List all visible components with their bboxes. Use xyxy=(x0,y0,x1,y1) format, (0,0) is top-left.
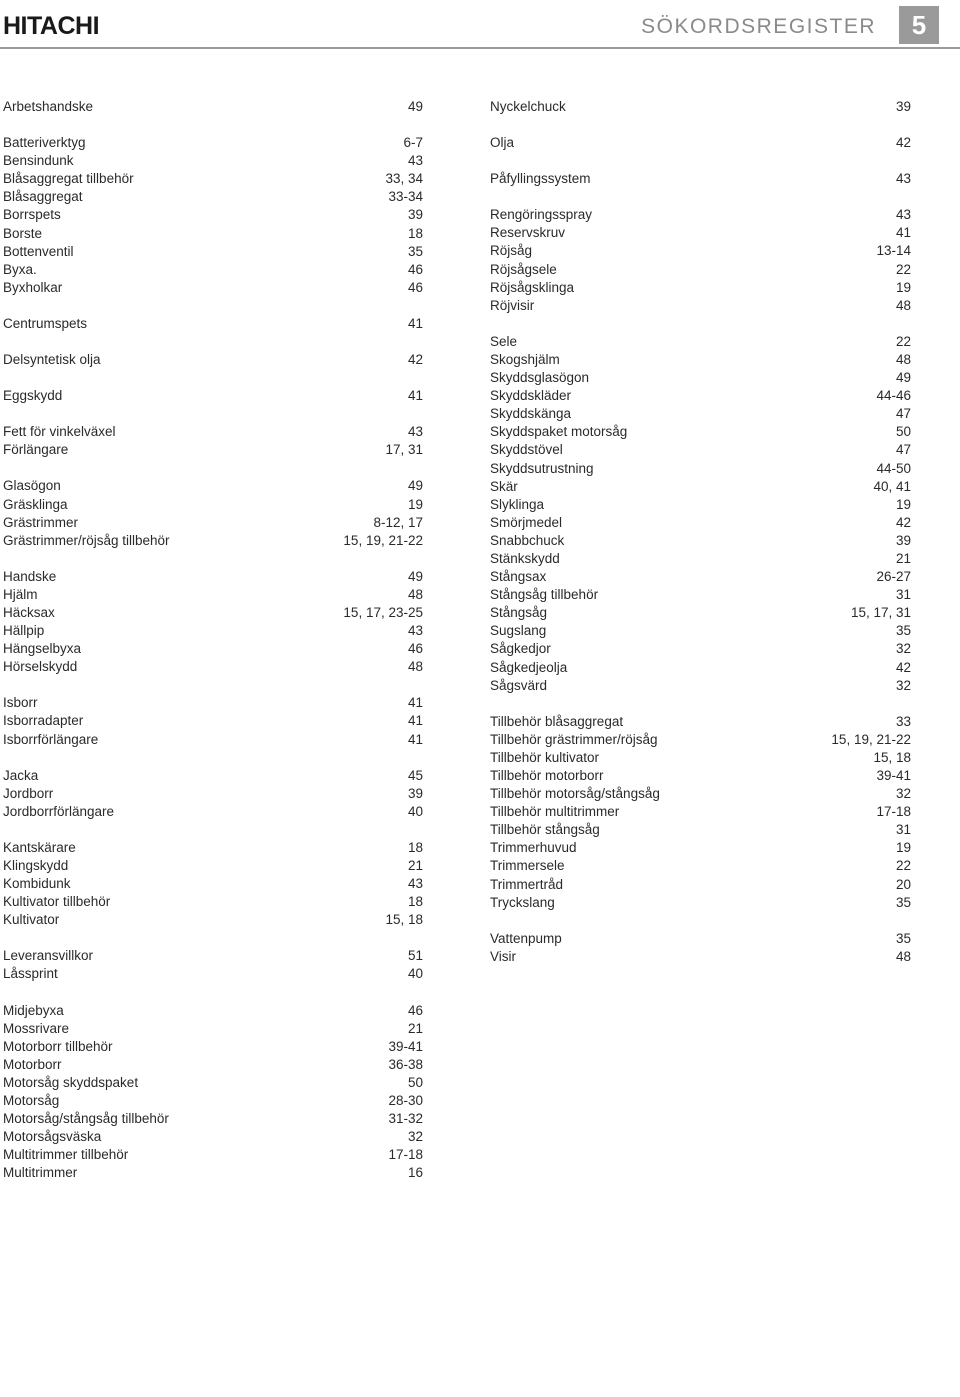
index-term: Smörjmedel xyxy=(490,514,563,530)
index-term: Grästrimmer xyxy=(3,514,78,530)
index-page-numbers: 19 xyxy=(407,496,423,512)
index-term: Jacka xyxy=(3,767,39,783)
index-page-numbers: 19 xyxy=(895,279,911,295)
index-letter-group xyxy=(3,98,423,116)
index-entry xyxy=(3,1110,423,1128)
index-term: Hörselskydd xyxy=(3,659,78,675)
index-term: Häcksax xyxy=(3,604,55,620)
index-page-numbers: 13-14 xyxy=(876,243,911,259)
index-entry xyxy=(3,1074,423,1092)
index-entry xyxy=(3,188,423,206)
index-page-numbers: 40 xyxy=(407,966,423,982)
index-page-numbers: 42 xyxy=(895,135,911,151)
index-term: Röjvisir xyxy=(490,297,535,313)
index-term: Bensindunk xyxy=(3,153,74,169)
index-term: Hällpip xyxy=(3,623,45,639)
index-term: Byxa. xyxy=(3,261,37,277)
index-entry xyxy=(3,568,423,586)
index-term: Mossrivare xyxy=(3,1020,70,1036)
index-letter-group xyxy=(490,98,911,116)
index-entry xyxy=(490,224,911,242)
index-page-numbers: 15, 18 xyxy=(385,912,423,928)
index-entry xyxy=(3,1002,423,1020)
index-entry xyxy=(3,622,423,640)
index-letter-group xyxy=(3,351,423,369)
index-page-numbers: 16 xyxy=(407,1165,423,1181)
index-page-numbers: 44-46 xyxy=(876,388,911,404)
index-page-numbers: 42 xyxy=(895,514,911,530)
index-entry xyxy=(490,821,911,839)
index-entry xyxy=(490,351,911,369)
index-letter-group xyxy=(3,694,423,748)
index-page-numbers: 51 xyxy=(407,948,423,964)
index-letter-group xyxy=(3,134,423,297)
index-term: Kombidunk xyxy=(3,876,71,892)
index-term: Skyddsutrustning xyxy=(490,460,594,476)
index-entry xyxy=(3,206,423,224)
index-letter-group xyxy=(490,134,911,152)
index-page-numbers: 31 xyxy=(895,587,911,603)
index-entry xyxy=(3,1146,423,1164)
index-term: Reservskruv xyxy=(490,225,566,241)
index-page-numbers: 39 xyxy=(895,532,911,548)
index-term: Skyddspaket motorsåg xyxy=(490,424,628,440)
index-page-numbers: 35 xyxy=(407,243,423,259)
index-page-numbers: 48 xyxy=(895,351,911,367)
index-page-numbers: 17-18 xyxy=(388,1147,423,1163)
index-term: Sågkedjor xyxy=(490,641,551,657)
index-term: Grästrimmer/röjsåg tillbehör xyxy=(3,532,170,548)
index-page-numbers: 32 xyxy=(895,677,911,693)
index-page-numbers: 32 xyxy=(895,641,911,657)
index-page-numbers: 28-30 xyxy=(388,1093,423,1109)
index-page-numbers: 18 xyxy=(407,894,423,910)
index-page-numbers: 32 xyxy=(407,1129,423,1145)
index-term: Motorsåg skyddspaket xyxy=(3,1074,139,1090)
index-page-numbers: 39-41 xyxy=(876,768,911,783)
index-page-numbers: 39 xyxy=(407,785,423,801)
index-page-numbers: 33, 34 xyxy=(385,171,423,187)
index-entry xyxy=(490,894,911,912)
index-entry xyxy=(490,478,911,496)
index-page-numbers: 48 xyxy=(895,948,911,964)
index-page-numbers: 44-50 xyxy=(876,460,911,476)
index-term: Borrspets xyxy=(3,207,61,223)
index-term: Trimmersele xyxy=(490,858,565,874)
index-term: Multitrimmer xyxy=(3,1165,78,1181)
index-term: Motorborr xyxy=(3,1056,62,1072)
index-page-numbers: 39-41 xyxy=(388,1038,423,1054)
index-term: Röjsåg xyxy=(490,243,533,259)
index-entry xyxy=(3,351,423,369)
index-page-numbers: 35 xyxy=(895,894,911,910)
index-entry xyxy=(3,803,423,821)
index-entry xyxy=(490,514,911,532)
index-entry xyxy=(3,496,423,514)
index-entry xyxy=(3,712,423,730)
index-letter-group xyxy=(490,930,911,966)
index-entry xyxy=(3,279,423,297)
index-page-numbers: 40 xyxy=(407,803,423,819)
index-term: Rengöringsspray xyxy=(490,207,593,223)
index-term: Trimmerhuvud xyxy=(490,840,577,856)
index-entry xyxy=(3,98,423,116)
index-term: Kultivator tillbehör xyxy=(3,894,111,910)
index-entry xyxy=(490,659,911,677)
section-title: SÖKORDSREGISTER xyxy=(641,15,876,38)
index-entry xyxy=(3,170,423,188)
index-page-numbers: 21 xyxy=(895,550,911,566)
index-term: Tillbehör kultivator xyxy=(490,749,600,765)
index-entry xyxy=(490,857,911,875)
index-page-numbers: 43 xyxy=(407,876,423,892)
index-term: Delsyntetisk olja xyxy=(3,352,101,368)
index-page-numbers: 21 xyxy=(407,858,423,873)
index-term: Motorsåg/stångsåg tillbehör xyxy=(3,1111,169,1127)
index-term: Sågsvärd xyxy=(490,677,548,693)
index-entry xyxy=(3,875,423,893)
index-term: Tillbehör blåsaggregat xyxy=(490,713,624,729)
index-page-numbers: 48 xyxy=(407,659,423,675)
index-page-numbers: 21 xyxy=(407,1020,423,1036)
index-term: Tillbehör motorsåg/stångsåg xyxy=(490,786,660,802)
index-letter-group xyxy=(3,315,423,333)
index-letter-group xyxy=(3,1002,423,1183)
index-entry xyxy=(490,98,911,116)
index-entry xyxy=(490,767,911,785)
index-entry xyxy=(3,586,423,604)
index-letter-group xyxy=(3,839,423,929)
index-entry xyxy=(3,731,423,749)
index-entry xyxy=(490,622,911,640)
index-page-numbers: 46 xyxy=(407,1002,423,1018)
index-term: Tryckslang xyxy=(490,894,555,910)
index-page-numbers: 6-7 xyxy=(403,135,423,151)
index-entry xyxy=(490,423,911,441)
index-page-numbers: 15, 19, 21-22 xyxy=(343,532,423,548)
index-term: Fett för vinkelväxel xyxy=(3,424,116,440)
index-entry xyxy=(490,948,911,966)
index-term: Hjälm xyxy=(3,586,38,602)
index-entry xyxy=(3,441,423,459)
index-entry xyxy=(3,532,423,550)
index-entry xyxy=(490,297,911,315)
index-term: Skyddsglasögon xyxy=(490,370,590,386)
index-entry xyxy=(3,1020,423,1038)
index-page-numbers: 22 xyxy=(895,261,911,277)
index-page-numbers: 49 xyxy=(895,370,911,386)
index-term: Förlängare xyxy=(3,442,69,458)
index-entry xyxy=(490,604,911,622)
index-entry xyxy=(3,604,423,622)
index-term: Tillbehör motorborr xyxy=(490,768,604,783)
index-term: Leveransvillkor xyxy=(3,948,94,964)
index-page-numbers: 18 xyxy=(407,225,423,241)
index-page-numbers: 49 xyxy=(407,99,423,114)
index-term: Vattenpump xyxy=(490,930,562,946)
index-term: Snabbchuck xyxy=(490,532,565,548)
index-entry xyxy=(490,876,911,894)
index-entry xyxy=(490,731,911,749)
index-page-numbers: 48 xyxy=(407,586,423,602)
index-entry xyxy=(490,749,911,767)
index-page-numbers: 41 xyxy=(407,315,423,331)
index-page-numbers: 46 xyxy=(407,641,423,657)
index-page-numbers: 18 xyxy=(407,839,423,855)
index-page-numbers: 31-32 xyxy=(388,1111,423,1127)
index-term: Handske xyxy=(3,568,57,584)
index-page-numbers: 8-12, 17 xyxy=(373,514,423,530)
index-page-numbers: 42 xyxy=(895,659,911,675)
index-page-numbers: 43 xyxy=(407,153,423,169)
index-term: Eggskydd xyxy=(3,388,63,404)
index-entry xyxy=(490,261,911,279)
index-entry xyxy=(490,677,911,695)
index-page-numbers: 20 xyxy=(895,876,911,892)
index-entry xyxy=(3,423,423,441)
index-entry xyxy=(490,387,911,405)
index-entry xyxy=(3,1128,423,1146)
index-entry xyxy=(490,586,911,604)
index-term: Midjebyxa xyxy=(3,1002,64,1018)
index-entry xyxy=(3,893,423,911)
index-term: Glasögon xyxy=(3,478,61,494)
index-term: Batteriverktyg xyxy=(3,135,86,151)
index-term: Hängselbyxa xyxy=(3,641,82,657)
index-page-numbers: 43 xyxy=(407,623,423,639)
index-term: Motorsåg xyxy=(3,1093,60,1109)
index-page-numbers: 46 xyxy=(407,279,423,295)
index-entry xyxy=(490,568,911,586)
index-term: Röjsågsklinga xyxy=(490,279,575,295)
index-entry xyxy=(3,134,423,152)
index-entry xyxy=(490,369,911,387)
index-term: Olja xyxy=(490,135,515,151)
section-number-badge: 5 xyxy=(899,6,939,44)
index-term: Jordborr xyxy=(3,785,54,801)
index-entry xyxy=(3,1056,423,1074)
index-entry xyxy=(490,134,911,152)
index-entry xyxy=(490,550,911,568)
index-entry xyxy=(3,965,423,983)
index-term: Gräsklinga xyxy=(3,496,68,512)
index-page-numbers: 26-27 xyxy=(876,569,911,585)
index-term: Isborradapter xyxy=(3,713,84,729)
index-page-numbers: 33-34 xyxy=(388,189,423,205)
index-term: Stångsåg tillbehör xyxy=(490,587,599,603)
index-entry xyxy=(490,785,911,803)
index-page-numbers: 42 xyxy=(407,352,423,368)
index-term: Låssprint xyxy=(3,966,58,982)
index-page-numbers: 41 xyxy=(407,713,423,729)
index-term: Sugslang xyxy=(490,623,547,639)
index-entry xyxy=(490,532,911,550)
index-term: Motorsågsväska xyxy=(3,1129,102,1145)
index-letter-group xyxy=(3,423,423,459)
index-entry xyxy=(490,930,911,948)
index-term: Nyckelchuck xyxy=(490,99,566,114)
index-term: Påfyllingssystem xyxy=(490,171,591,187)
index-entry xyxy=(490,803,911,821)
index-letter-group xyxy=(490,333,911,695)
index-term: Sågkedjeolja xyxy=(490,659,568,675)
index-term: Tillbehör stångsåg xyxy=(490,822,600,838)
index-term: Borste xyxy=(3,225,43,241)
index-entry xyxy=(3,225,423,243)
index-page-numbers: 17-18 xyxy=(876,804,911,820)
page-header xyxy=(0,0,960,48)
index-term: Skyddskänga xyxy=(490,406,572,422)
index-page-numbers: 43 xyxy=(895,171,911,187)
index-term: Skogshjälm xyxy=(490,351,560,367)
index-entry xyxy=(490,460,911,478)
index-entry xyxy=(3,857,423,875)
index-entry xyxy=(3,514,423,532)
index-page-numbers: 15, 18 xyxy=(873,749,911,765)
index-term: Stångsax xyxy=(490,569,547,585)
index-page-numbers: 35 xyxy=(895,623,911,639)
index-letter-group xyxy=(490,170,911,188)
index-page-numbers: 41 xyxy=(407,731,423,747)
index-entry xyxy=(3,243,423,261)
index-page-numbers: 35 xyxy=(895,930,911,946)
index-entry xyxy=(3,767,423,785)
index-term: Kantskärare xyxy=(3,839,76,855)
index-term: Isborrförlängare xyxy=(3,731,99,747)
index-page-numbers: 19 xyxy=(895,840,911,856)
index-page-numbers: 15, 17, 31 xyxy=(850,605,911,621)
index-page-numbers: 43 xyxy=(407,424,423,440)
index-entry xyxy=(3,658,423,676)
index-term: Skyddskläder xyxy=(490,388,572,404)
index-page-numbers: 50 xyxy=(407,1074,423,1090)
index-page-numbers: 45 xyxy=(407,767,423,783)
index-entry xyxy=(490,405,911,423)
index-letter-group xyxy=(490,206,911,315)
index-term: Multitrimmer tillbehör xyxy=(3,1147,129,1163)
index-term: Klingskydd xyxy=(3,858,69,873)
index-page-numbers: 22 xyxy=(895,858,911,874)
index-entry xyxy=(3,261,423,279)
index-entry xyxy=(3,694,423,712)
index-letter-group xyxy=(490,713,911,912)
index-entry xyxy=(490,333,911,351)
index-page-numbers: 41 xyxy=(407,388,423,404)
index-term: Stänkskydd xyxy=(490,550,560,566)
index-entry xyxy=(3,1092,423,1110)
index-term: Slyklinga xyxy=(490,496,545,512)
index-page-numbers: 19 xyxy=(895,496,911,512)
index-term: Röjsågsele xyxy=(490,261,557,277)
index-term: Centrumspets xyxy=(3,315,88,331)
index-column-left xyxy=(3,98,423,1201)
index-entry xyxy=(3,640,423,658)
index-page-numbers: 39 xyxy=(407,207,423,223)
index-term: Skär xyxy=(490,478,518,494)
index-term: Arbetshandske xyxy=(3,99,94,114)
index-entry xyxy=(490,170,911,188)
index-term: Trimmertråd xyxy=(490,876,563,892)
index-entry xyxy=(490,206,911,224)
index-page-numbers: 15, 17, 23-25 xyxy=(343,604,423,620)
index-letter-group xyxy=(3,387,423,405)
header-divider xyxy=(0,47,960,49)
index-letter-group xyxy=(3,568,423,677)
index-term: Kultivator xyxy=(3,912,60,928)
index-term: Skyddstövel xyxy=(490,442,563,458)
index-term: Isborr xyxy=(3,695,38,711)
index-page-numbers: 32 xyxy=(895,786,911,802)
index-term: Jordborrförlängare xyxy=(3,803,115,819)
index-entry xyxy=(3,1164,423,1182)
index-term: Visir xyxy=(490,948,517,964)
index-entry xyxy=(3,152,423,170)
index-entry xyxy=(490,496,911,514)
index-entry xyxy=(3,785,423,803)
index-term: Blåsaggregat tillbehör xyxy=(3,171,134,187)
index-page-numbers: 49 xyxy=(407,568,423,584)
index-page-numbers: 39 xyxy=(895,99,911,114)
index-entry xyxy=(3,387,423,405)
index-entry xyxy=(490,640,911,658)
index-term: Sele xyxy=(490,333,518,349)
index-page-numbers: 15, 19, 21-22 xyxy=(831,731,911,747)
index-page-numbers: 43 xyxy=(895,207,911,223)
index-page-numbers: 17, 31 xyxy=(385,442,423,458)
index-letter-group xyxy=(3,947,423,983)
index-page-numbers: 46 xyxy=(407,261,423,277)
index-entry xyxy=(3,477,423,495)
index-term: Tillbehör multitrimmer xyxy=(490,804,620,820)
index-page-numbers: 31 xyxy=(895,822,911,838)
index-page-numbers: 41 xyxy=(407,695,423,711)
index-entry xyxy=(490,279,911,297)
index-page-numbers: 22 xyxy=(895,333,911,349)
index-entry xyxy=(3,839,423,857)
index-page-numbers: 41 xyxy=(895,225,911,241)
index-term: Motorborr tillbehör xyxy=(3,1038,113,1054)
index-page-numbers: 48 xyxy=(895,297,911,313)
index-term: Byxholkar xyxy=(3,279,63,295)
hitachi-logo: HITACHI xyxy=(3,12,100,40)
index-term: Tillbehör grästrimmer/röjsåg xyxy=(490,731,658,747)
index-page-numbers: 50 xyxy=(895,424,911,440)
index-page-numbers: 36-38 xyxy=(388,1056,423,1072)
index-column-right xyxy=(490,98,911,984)
index-entry xyxy=(490,441,911,459)
index-page-numbers: 47 xyxy=(895,406,911,422)
index-page-numbers: 33 xyxy=(895,713,911,729)
index-entry xyxy=(3,947,423,965)
index-page-numbers: 40, 41 xyxy=(873,478,911,494)
index-term: Bottenventil xyxy=(3,243,74,259)
index-letter-group xyxy=(3,767,423,821)
index-entry xyxy=(490,242,911,260)
index-term: Stångsåg xyxy=(490,605,548,621)
index-page-numbers: 47 xyxy=(895,442,911,458)
index-entry xyxy=(3,911,423,929)
index-letter-group xyxy=(3,477,423,549)
index-entry xyxy=(490,839,911,857)
index-entry xyxy=(3,1038,423,1056)
index-page-numbers: 49 xyxy=(407,478,423,494)
index-entry xyxy=(490,713,911,731)
index-term: Blåsaggregat xyxy=(3,189,83,205)
index-entry xyxy=(3,315,423,333)
